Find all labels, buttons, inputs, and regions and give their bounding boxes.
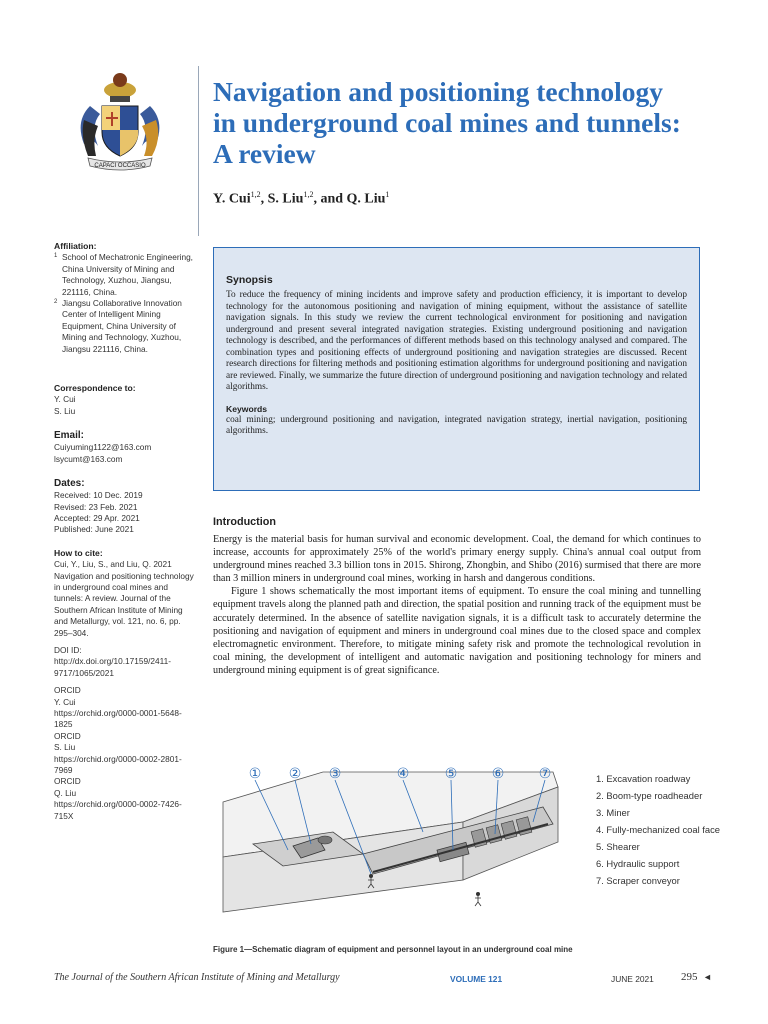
correspondence-name: Y. Cui <box>54 394 76 405</box>
figure-marker-7: ⑦ <box>538 766 552 782</box>
title-line-1: Navigation and positioning technology <box>213 76 664 107</box>
affiliation-text: School of Mechatronic Engineering, China University of Mining and Technology, Xuzhou, Jiangsu, 221116, China. <box>62 252 193 297</box>
institute-crest-logo <box>70 66 170 176</box>
author-list <box>213 190 389 208</box>
legend-item: 7. Scraper conveyor <box>596 875 680 886</box>
cite-heading: How to cite: <box>54 547 103 558</box>
legend-item: 2. Boom-type roadheader <box>596 790 703 801</box>
footer-volume: VOLUME 121 <box>450 974 503 984</box>
keywords-heading: Keywords <box>226 403 268 414</box>
author-separator: , <box>260 191 268 207</box>
date-published: Published: June 2021 <box>54 524 134 535</box>
orcid-heading: ORCID <box>54 776 81 787</box>
date-revised: Revised: 23 Feb. 2021 <box>54 501 138 512</box>
legend-item: 4. Fully-mechanized coal face <box>596 824 721 835</box>
orcid-name: Q. Liu <box>54 787 77 798</box>
title-line-3: A review <box>213 138 316 169</box>
footer-date: JUNE 2021 <box>611 974 654 984</box>
email-address[interactable]: Cuiyuming1122@163.com <box>54 442 152 453</box>
affiliation-text: Jiangsu Collaborative Innovation Center of Intelligent Mining Equipment, China University of Mining and Technology, Xuzhou, Jiangsu 221116, China. <box>62 298 182 354</box>
figure-marker-1: ① <box>248 766 262 782</box>
intro-paragraph-1: Energy is the material basis for human survival and economic development. Coal, the demand for which continues to increase, accounts for approximately 25% of the world's primary energy supply. China's annual coal output from underground mines reached 3.3 billion tons in 2015. Shirong, Zhongbin, and Shibo (2016) surmised that there are more than 3 million miners in underground coal mines, working in harsh and dangerous conditions. <box>213 534 701 585</box>
introduction-body <box>213 533 701 677</box>
author-name: S. Liu <box>267 191 304 207</box>
email-address[interactable]: lsycumt@163.com <box>54 453 123 464</box>
author-name: Y. Cui <box>213 191 251 207</box>
legend-item: 3. Miner <box>596 807 630 818</box>
orcid-heading: ORCID <box>54 730 81 741</box>
doi-link[interactable]: http://dx.doi.org/10.17159/2411-9717/1065/2021 <box>54 656 172 678</box>
crest-motto: CAPACI OCCASIO <box>94 163 146 169</box>
orcid-name: Y. Cui <box>54 696 76 707</box>
author-affiliation-mark: 1 <box>385 190 390 199</box>
author-affiliation-mark: 1,2 <box>250 190 261 199</box>
affiliation-1 <box>54 252 194 298</box>
orcid-name: S. Liu <box>54 742 76 753</box>
synopsis-heading: Synopsis <box>226 274 273 286</box>
legend-item: 5. Shearer <box>596 841 640 852</box>
figure-marker-3: ③ <box>328 766 342 782</box>
affiliation-2 <box>54 298 194 355</box>
article-title <box>213 76 733 169</box>
footer-journal-name: The Journal of the Southern African Institute of Mining and Metallurgy <box>54 972 340 983</box>
orcid-link[interactable]: https://orchid.org/0000-0002-2801-7969 <box>54 753 182 776</box>
email-heading: Email: <box>54 430 85 442</box>
author-separator: , and <box>313 191 347 207</box>
author-name: Q. Liu <box>346 191 386 207</box>
figure-legend <box>596 770 720 889</box>
doi-heading: DOI ID: <box>54 644 82 655</box>
introduction-heading: Introduction <box>213 516 276 528</box>
figure-caption: Figure 1—Schematic diagram of equipment and personnel layout in an underground coal mine <box>213 945 573 954</box>
correspondence-heading: Correspondence to: <box>54 383 136 394</box>
orcid-heading: ORCID <box>54 685 81 696</box>
orcid-link[interactable]: https://orchid.org/0000-0001-5648-1825 <box>54 708 182 730</box>
figure-marker-5: ⑤ <box>444 766 458 782</box>
figure-marker-4: ④ <box>396 766 410 782</box>
title-line-2: in underground coal mines and tunnels: <box>213 107 681 138</box>
page-arrow-icon: ◄ <box>703 972 712 982</box>
synopsis-box <box>213 247 700 491</box>
legend-item: 1. Excavation roadway <box>596 773 691 784</box>
legend-item: 6. Hydraulic support <box>596 858 680 869</box>
keywords-text: coal mining; underground positioning and navigation, integrated navigation strategy, inertial navigation, positioning algorithms. <box>226 414 687 436</box>
date-received: Received: 10 Dec. 2019 <box>54 490 143 501</box>
date-accepted: Accepted: 29 Apr. 2021 <box>54 512 140 523</box>
author-affiliation-mark: 1,2 <box>303 190 314 199</box>
page-number: 295 <box>681 971 698 983</box>
mine-schematic-figure <box>213 762 573 922</box>
synopsis-text: To reduce the frequency of mining incidents and improve safety and production efficiency, it is important to develop technology for the autonomous positioning and navigation of mining equipment, without the assistance of satellite navigation signals. In this study we review the current technological environment for positioning and navigation underground and present several integrated navigation strategies. Existing underground positioning and navigation technology is described, and the performances of different methods based on this technology analysed and compared. The combination types and positioning effects of underground positioning and navigation strategies are discussed. Recent research directions for filtering methods and positioning estimation algorithms for underground positioning and navigation are reviewed. Finally, we summarize the future direction of underground positioning and navigation technology and related algorithms. <box>226 290 687 392</box>
article-sidebar <box>54 241 194 822</box>
affiliation-number: 1 <box>54 253 58 260</box>
correspondence-name: S. Liu <box>54 405 76 416</box>
header-divider <box>198 66 199 236</box>
citation-text: Cui, Y., Liu, S., and Liu, Q. 2021 Navigation and positioning technology in underground coal mines and tunnels: A review. Journal of the Southern African Institute of Mining and Metallurgy, vol. 121, no. 6, pp. 295–304. <box>54 559 194 638</box>
affiliation-heading: Affiliation: <box>54 241 97 251</box>
dates-heading: Dates: <box>54 478 85 490</box>
figure-marker-2: ② <box>288 766 302 782</box>
affiliation-number: 2 <box>54 299 58 306</box>
figure-marker-6: ⑥ <box>491 766 505 782</box>
intro-paragraph-2: Figure 1 shows schematically the most important items of equipment. To ensure the coal mining and tunnelling equipment travels along the planned path and direction, the spatial position and running track of the equipment must be accurately determined. In the absence of satellite navigation signals, it is a difficult task to accurately determine the positioning and navigation of equipment and miners in underground coal mines due to the closed space and complex electromagnetic environment. Therefore, to mitigate mining safety risk and promote the technological revolution in coal mining, the development of intelligent and automatic navigation and positioning technology for miners and underground mining equipment is of great significance. <box>213 586 701 676</box>
orcid-link[interactable]: https://orchid.org/0000-0002-7426-715X <box>54 799 182 821</box>
